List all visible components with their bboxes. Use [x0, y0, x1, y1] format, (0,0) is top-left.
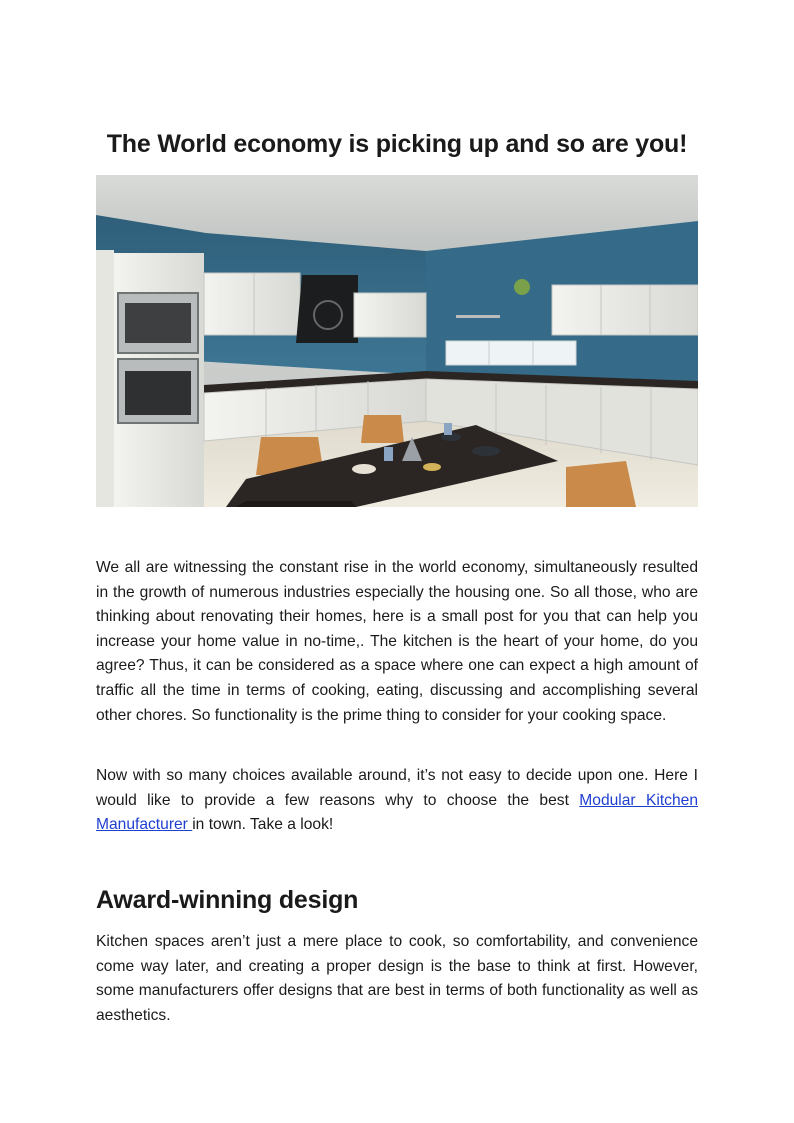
design-paragraph: Kitchen spaces aren’t just a mere place to cook, so comfortability, and convenience come way later, and creating a proper design is the base to think at first. However, some manufacturers offer designs that are best in terms of both functionality as well as aesthetics. [96, 933, 698, 1024]
choices-text-before: Now with so many choices available around, it’s not easy to decide upon one. Here I would like to provide a few reasons why to choose the best [96, 767, 698, 809]
choices-text-after: in town. Take a look! [192, 816, 334, 834]
intro-paragraph: We all are witnessing the constant rise in the world economy, simultaneously resulted in the growth of numerous industries especially the housing one. So all those, who are thinking about renovating their homes, here is a small post for you that can help you increase your home value in no-time,. The kitchen is the heart of your home, do you agree? Thus, it can be considered as a space where one can expect a high amount of traffic all the time in terms of cooking, eating, discussing and accomplishing several other chores. So functionality is the prime thing to consider for your cooking space. [96, 559, 698, 724]
choices-paragraph [96, 764, 698, 838]
page-title: The World economy is picking up and so are you! [106, 130, 688, 158]
kitchen-image [96, 175, 698, 507]
modular-kitchen-manufacturer-link[interactable]: Modular Kitchen Manufacturer [96, 791, 698, 834]
section-heading: Award-winning design [96, 886, 359, 914]
